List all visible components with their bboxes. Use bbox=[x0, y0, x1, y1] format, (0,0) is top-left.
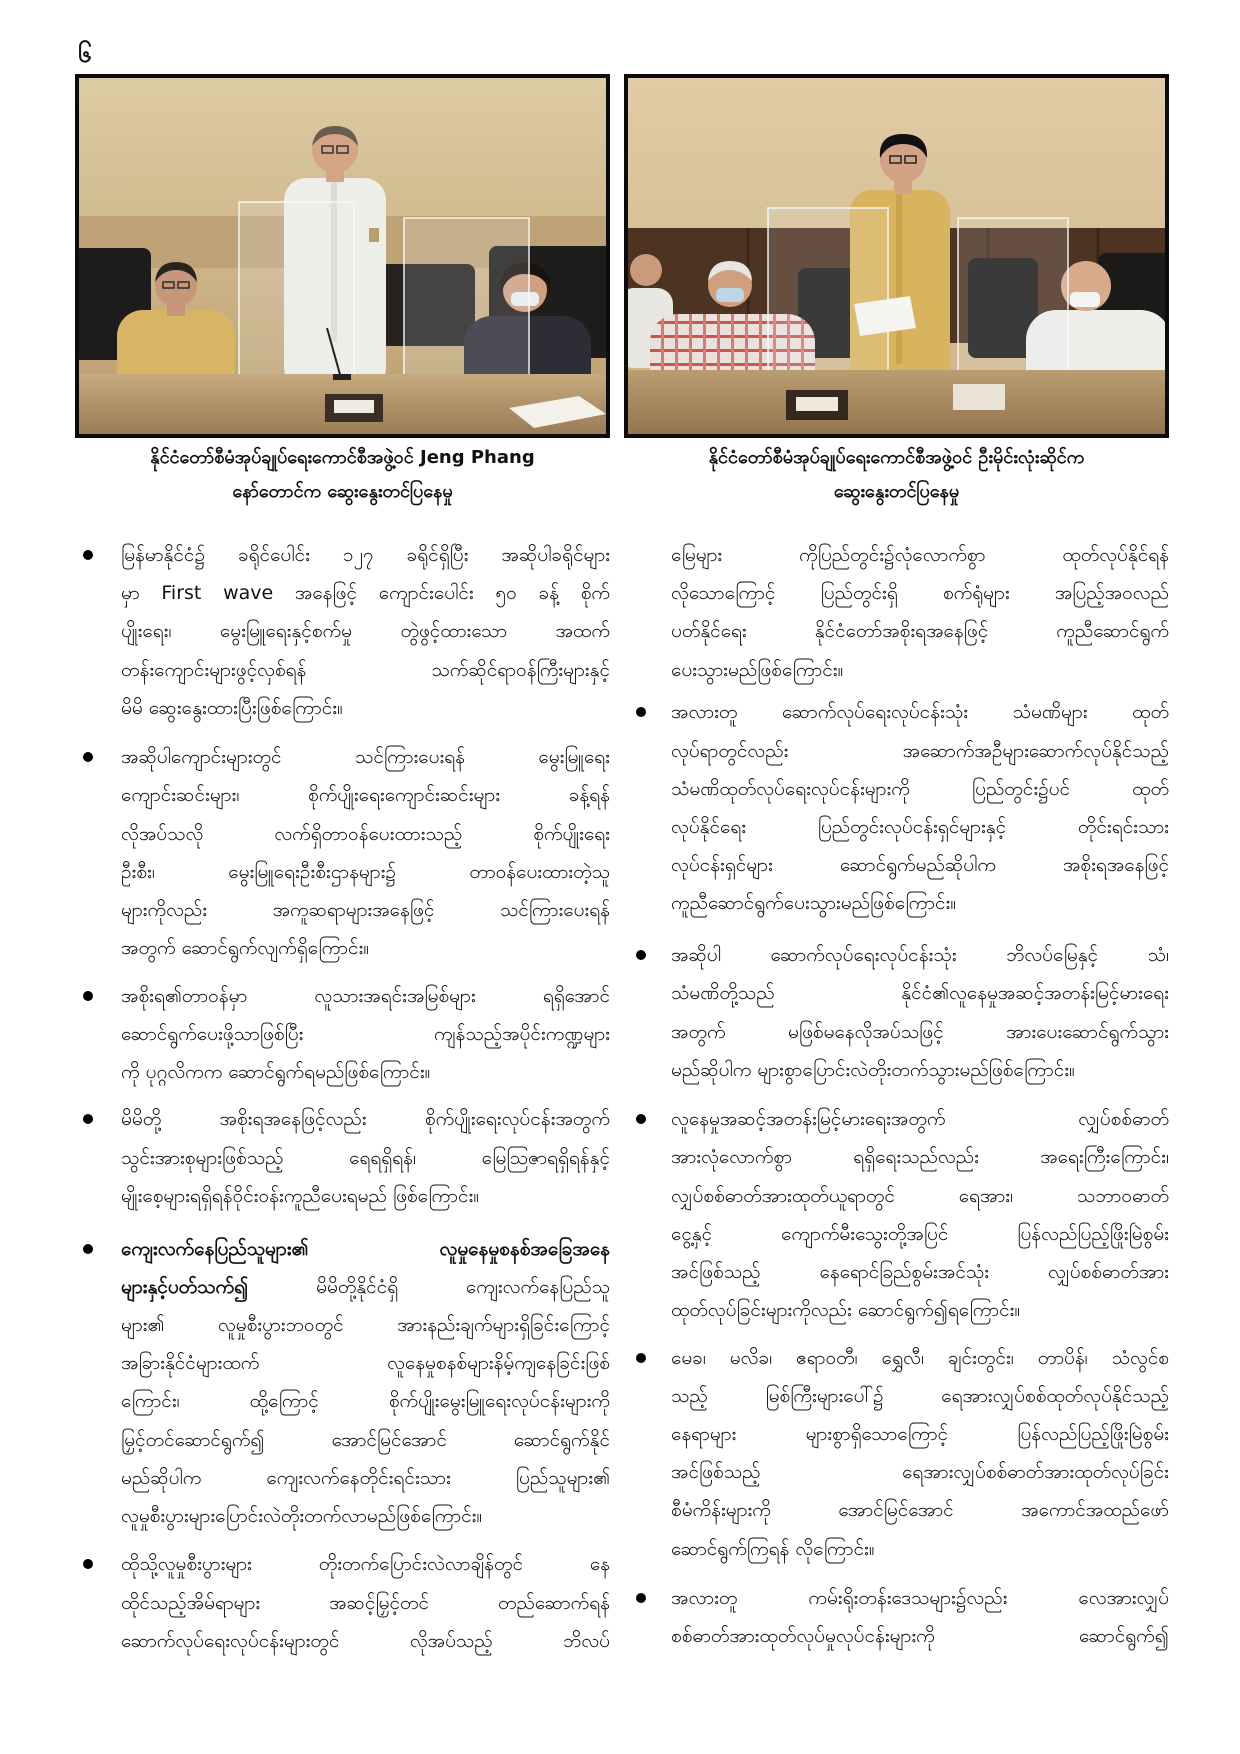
page-number: ၆ bbox=[78, 40, 92, 68]
text-line: မိမိတို့ အစိုးရအနေဖြင့်လည်း စိုက်ပျိုးရေးလုပ်ငန်းအတွက် bbox=[121, 1108, 610, 1131]
text-line: လုပ်ရာတွင်လည်း အဆောက်အဦများဆောက်လုပ်နိုင်သည့် bbox=[671, 739, 1169, 762]
text-line: များ၏ လူမှုစီးပွားဘဝတွင် အားနည်းချက်များရှိခြင်းကြောင့် bbox=[121, 1313, 610, 1336]
text-line: လျှပ်စစ်ဓာတ်အားထုတ်ယူရာတွင် ရေအား၊ သဘာဝဓာတ် bbox=[671, 1184, 1169, 1207]
text-line: အတွက် မဖြစ်မနေလိုအပ်သဖြင့် အားပေးဆောင်ရွက်သွား bbox=[671, 1020, 1169, 1043]
text-line: မြန်မာနိုင်ငံ၌ ခရိုင်ပေါင်း ၁၂၇ ခရိုင်ရှိပြီး အဆိုပါခရိုင်များ bbox=[121, 544, 610, 566]
bullet-icon bbox=[83, 752, 93, 762]
caption-line: ဆွေးနွေးတင်ပြနေမှု bbox=[833, 481, 960, 502]
photo-right-caption bbox=[624, 441, 1169, 509]
text-line: မည်ဆိုပါက ကျေးလက်နေတိုင်းရင်းသား ပြည်သူများ၏ bbox=[121, 1466, 610, 1489]
table bbox=[628, 370, 1165, 434]
bold-heading-line: ကျေးလက်နေပြည်သူများ၏ လူမှုနေမှုစနစ်အခြေအနေ bbox=[121, 1237, 610, 1260]
text-line: အလားတူ ဆောက်လုပ်ရေးလုပ်ငန်းသုံး သံမဏိများ ထုတ် bbox=[671, 701, 1169, 724]
text-line: မြှင့်တင်ဆောင်ရွက်၍ အောင်မြင်အောင် ဆောင်ရွက်နိုင် bbox=[121, 1428, 610, 1451]
text-line: ပျိုးရေး၊ မွေးမြူရေးနှင့်စက်မှု တွဲဖွင့်ထားသော အထက် bbox=[121, 620, 610, 643]
text-line: ပတ်နိုင်ရေး နိုင်ငံတော်အစိုးရအနေဖြင့် ကူညီဆောင်ရွက် bbox=[671, 620, 1169, 643]
text-line bbox=[121, 1268, 610, 1306]
text-line: စစ်ဓာတ်အားထုတ်လုပ်မှုလုပ်ငန်းများကို ဆောင်ရွက်၍ bbox=[671, 1625, 1169, 1648]
name-plate bbox=[786, 390, 848, 420]
text-line: သံမဏိတို့သည် နိုင်ငံ၏လူနေမှုအဆင့်အတန်းမြင့်မားရေး bbox=[671, 982, 1169, 1005]
text-line: ထုတ်လုပ်ခြင်းများကိုလည်း ဆောင်ရွက်၍ရကြောင်း။ bbox=[671, 1299, 1021, 1322]
text-line: အားလုံလောက်စွာ ရရှိရေးသည်လည်း အရေးကြီးကြောင်း၊ bbox=[671, 1146, 1169, 1169]
text-line: မည်ဆိုပါက များစွာပြောင်းလဲတိုးတက်သွားမည်ဖြစ်ကြောင်း။ bbox=[671, 1058, 1075, 1081]
text-line: ငွေ့နှင့် ကျောက်မီးသွေးတို့အပြင် ပြန်လည်ပြည့်ဖြိုးမြဲစွမ်း bbox=[671, 1222, 1169, 1245]
text-line: မှာ First wave အနေဖြင့် ကျောင်းပေါင်း ၅၀ ခန့် စိုက် bbox=[121, 582, 610, 605]
bullet-paragraph bbox=[671, 1100, 1169, 1329]
bullet-paragraph bbox=[121, 536, 610, 727]
text-line: ကူညီဆောင်ရွက်ပေးသွားမည်ဖြစ်ကြောင်း။ bbox=[671, 892, 957, 915]
text-line: အဆိုပါ ဆောက်လုပ်ရေးလုပ်ငန်းသုံး ဘိလပ်မြေနှင့် သံ၊ bbox=[671, 944, 1169, 967]
text-line: မြေများ ကိုပြည်တွင်း၌လုံလောက်စွာ ထုတ်လုပ်နိုင်ရန် bbox=[671, 544, 1169, 566]
text-line: စီမံကိန်းများကို အောင်မြင်အောင် အကောင်အထည်ဖော် bbox=[671, 1499, 1169, 1522]
bullet-paragraph bbox=[121, 1100, 610, 1215]
bullet-icon bbox=[636, 1353, 646, 1363]
bullet-icon bbox=[636, 1593, 646, 1603]
text-span: မိမိတို့နိုင်ငံရှိ ကျေးလက်နေပြည်သူ bbox=[316, 1275, 610, 1298]
text-line: လူနေမှုအဆင့်အတန်းမြင့်မားရေးအတွက် လျှပ်စစ်ဓာတ် bbox=[671, 1108, 1169, 1131]
text-line: ဆောင်ရွက်ပေးဖို့သာဖြစ်ပြီး ကျန်သည့်အပိုင်းကဏ္ဍများ bbox=[121, 1022, 610, 1045]
text-line: ထိုင်သည့်အိမ်ရာများ အဆင့်မြှင့်တင် တည်ဆောက်ရန် bbox=[121, 1591, 610, 1614]
bullet-paragraph bbox=[121, 1545, 610, 1660]
text-line: လုပ်ငန်းရှင်များ ဆောင်ရွက်မည်ဆိုပါက အစိုးရအနေဖြင့် bbox=[671, 854, 1169, 877]
text-line: လိုအပ်သလို လက်ရှိတာဝန်ပေးထားသည့် စိုက်ပျိုးရေး bbox=[121, 822, 610, 845]
text-line: မိမိ ဆွေးနွေးထားပြီးဖြစ်ကြောင်း။ bbox=[121, 696, 343, 719]
bullet-paragraph bbox=[671, 693, 1169, 922]
photo-left-scene bbox=[79, 78, 606, 434]
caption-line: နိုင်ငံတော်စီမံအုပ်ချုပ်ရေးကောင်စီအဖွဲ့ဝင် Jeng Phang bbox=[150, 447, 535, 468]
text-line: လိုသောကြောင့် ပြည်တွင်းရှိ စက်ရုံများ အပြည့်အဝလည် bbox=[671, 582, 1169, 605]
bullet-icon bbox=[636, 950, 646, 960]
text-line: ဆောင်ရွက်ကြရန် လိုကြောင်း။ bbox=[671, 1537, 875, 1560]
text-line: အစိုးရ၏တာဝန်မှာ လူသားအရင်းအမြစ်များ ရရှိအောင် bbox=[121, 984, 610, 1007]
bullet-paragraph bbox=[121, 738, 610, 967]
text-line: မေခ၊ မလိခ၊ ဧရာဝတီ၊ ရွှေလီ၊ ချင်းတွင်း၊ တာပိန်၊ သံလွင်စ bbox=[671, 1346, 1169, 1369]
text-line: အလားတူ ကမ်းရိုးတန်းဒေသများ၌လည်း လေအားလျှပ် bbox=[671, 1587, 1169, 1610]
text-line: သံမဏိထုတ်လုပ်ရေးလုပ်ငန်းများကို ပြည်တွင်း၌ပင် ထုတ် bbox=[671, 777, 1169, 800]
text-line: ပေးသွားမည်ဖြစ်ကြောင်း။ bbox=[671, 658, 844, 681]
text-line: ကြောင်း၊ ထို့ကြောင့် စိုက်ပျိုးမွေးမြူရေးလုပ်ငန်းများကို bbox=[121, 1390, 610, 1413]
bullet-icon bbox=[83, 1559, 93, 1569]
text-line: မျိုးစေ့များရရှိရန်ဝိုင်းဝန်းကူညီပေးရမည် ဖြစ်ကြောင်း။ bbox=[121, 1184, 480, 1207]
text-line: တန်းကျောင်းများဖွင့်လှစ်ရန် သက်ဆိုင်ရာဝန်ကြီးများနှင့် bbox=[121, 658, 610, 681]
bullet-icon bbox=[83, 991, 93, 1001]
name-plate bbox=[325, 394, 383, 422]
bullet-icon bbox=[636, 1114, 646, 1124]
right-column bbox=[671, 536, 1169, 1656]
bullet-paragraph bbox=[671, 936, 1169, 1089]
caption-line: နော်တောင်က ဆွေးနွေးတင်ပြနေမှု bbox=[232, 481, 453, 502]
text-line: အခြားနိုင်ငံများထက် လူနေမှုစနစ်များနိမ့်ကျနေခြင်းဖြစ် bbox=[121, 1352, 610, 1375]
text-line: သည့် မြစ်ကြီးများပေါ်၌ ရေအားလျှပ်စစ်ထုတ်လုပ်နိုင်သည့် bbox=[671, 1384, 1169, 1407]
name-plate bbox=[953, 384, 1005, 410]
text-line: နေရာများ များစွာရှိသောကြောင့် ပြန်လည်ပြည့်ဖြိုးမြဲစွမ်း bbox=[671, 1422, 1169, 1445]
text-line: ကျောင်းဆင်းများ၊ စိုက်ပျိုးရေးကျောင်းဆင်းများ ခန့်ရန် bbox=[121, 784, 610, 807]
continued-paragraph bbox=[671, 536, 1169, 689]
caption-line: နိုင်ငံတော်စီမံအုပ်ချုပ်ရေးကောင်စီအဖွဲ့ဝင် ဦးမိုင်းလုံးဆိုင်က bbox=[708, 447, 1085, 468]
text-line: ကို ပုဂ္ဂလိကက ဆောင်ရွက်ရမည်ဖြစ်ကြောင်း။ bbox=[121, 1061, 431, 1084]
bullet-paragraph bbox=[121, 1230, 610, 1536]
bullet-paragraph bbox=[121, 977, 610, 1092]
photo-right-scene bbox=[628, 78, 1165, 434]
text-line: များကိုလည်း အကူဆရာများအနေဖြင့် သင်ကြားပေးရန် bbox=[121, 898, 610, 921]
text-line: သွင်းအားစုများဖြစ်သည့် ရေရရှိရန်၊ မြေဩဇာရရှိရန်နှင့် bbox=[121, 1146, 610, 1169]
left-column bbox=[121, 536, 610, 1660]
photo-left bbox=[75, 74, 610, 438]
text-line: အင်ဖြစ်သည့် နေရောင်ခြည်စွမ်းအင်သုံး လျှပ်စစ်ဓာတ်အား bbox=[671, 1261, 1169, 1284]
photo-left-caption bbox=[75, 441, 610, 509]
text-line: အင်ဖြစ်သည့် ရေအားလျှပ်စစ်ဓာတ်အားထုတ်လုပ်ခြင်း bbox=[671, 1461, 1169, 1484]
bullet-paragraph bbox=[671, 1339, 1169, 1568]
text-line: လူမှုစီးပွားများပြောင်းလဲတိုးတက်လာမည်ဖြစ်ကြောင်း။ bbox=[121, 1504, 483, 1527]
bullet-icon bbox=[83, 1244, 93, 1254]
bullet-icon bbox=[83, 550, 93, 560]
text-line: အဆိုပါကျောင်းများတွင် သင်ကြားပေးရန် မွေးမြူရေး bbox=[121, 746, 610, 769]
photo-right bbox=[624, 74, 1169, 438]
bullet-icon bbox=[636, 707, 646, 717]
text-line: လုပ်နိုင်ရေး ပြည်တွင်းလုပ်ငန်းရှင်များနှင့် တိုင်းရင်းသား bbox=[671, 816, 1169, 838]
text-line: ဦးစီး၊ မွေးမြူရေးဦးစီးဌာနများ၌ တာဝန်ပေးထားတဲ့သူ bbox=[121, 860, 610, 883]
bullet-icon bbox=[83, 1114, 93, 1124]
bullet-paragraph bbox=[671, 1579, 1169, 1655]
text-line: ဆောက်လုပ်ရေးလုပ်ငန်းများတွင် လိုအပ်သည့် ဘိလပ် bbox=[121, 1629, 610, 1652]
text-line: ထိုသို့လူမှုစီးပွားများ တိုးတက်ပြောင်းလဲလာချိန်တွင် နေ bbox=[121, 1553, 610, 1576]
text-line: အတွက် ဆောင်ရွက်လျက်ရှိကြောင်း။ bbox=[121, 937, 370, 960]
bold-heading-lead: များနှင့်ပတ်သက်၍ bbox=[121, 1275, 249, 1298]
